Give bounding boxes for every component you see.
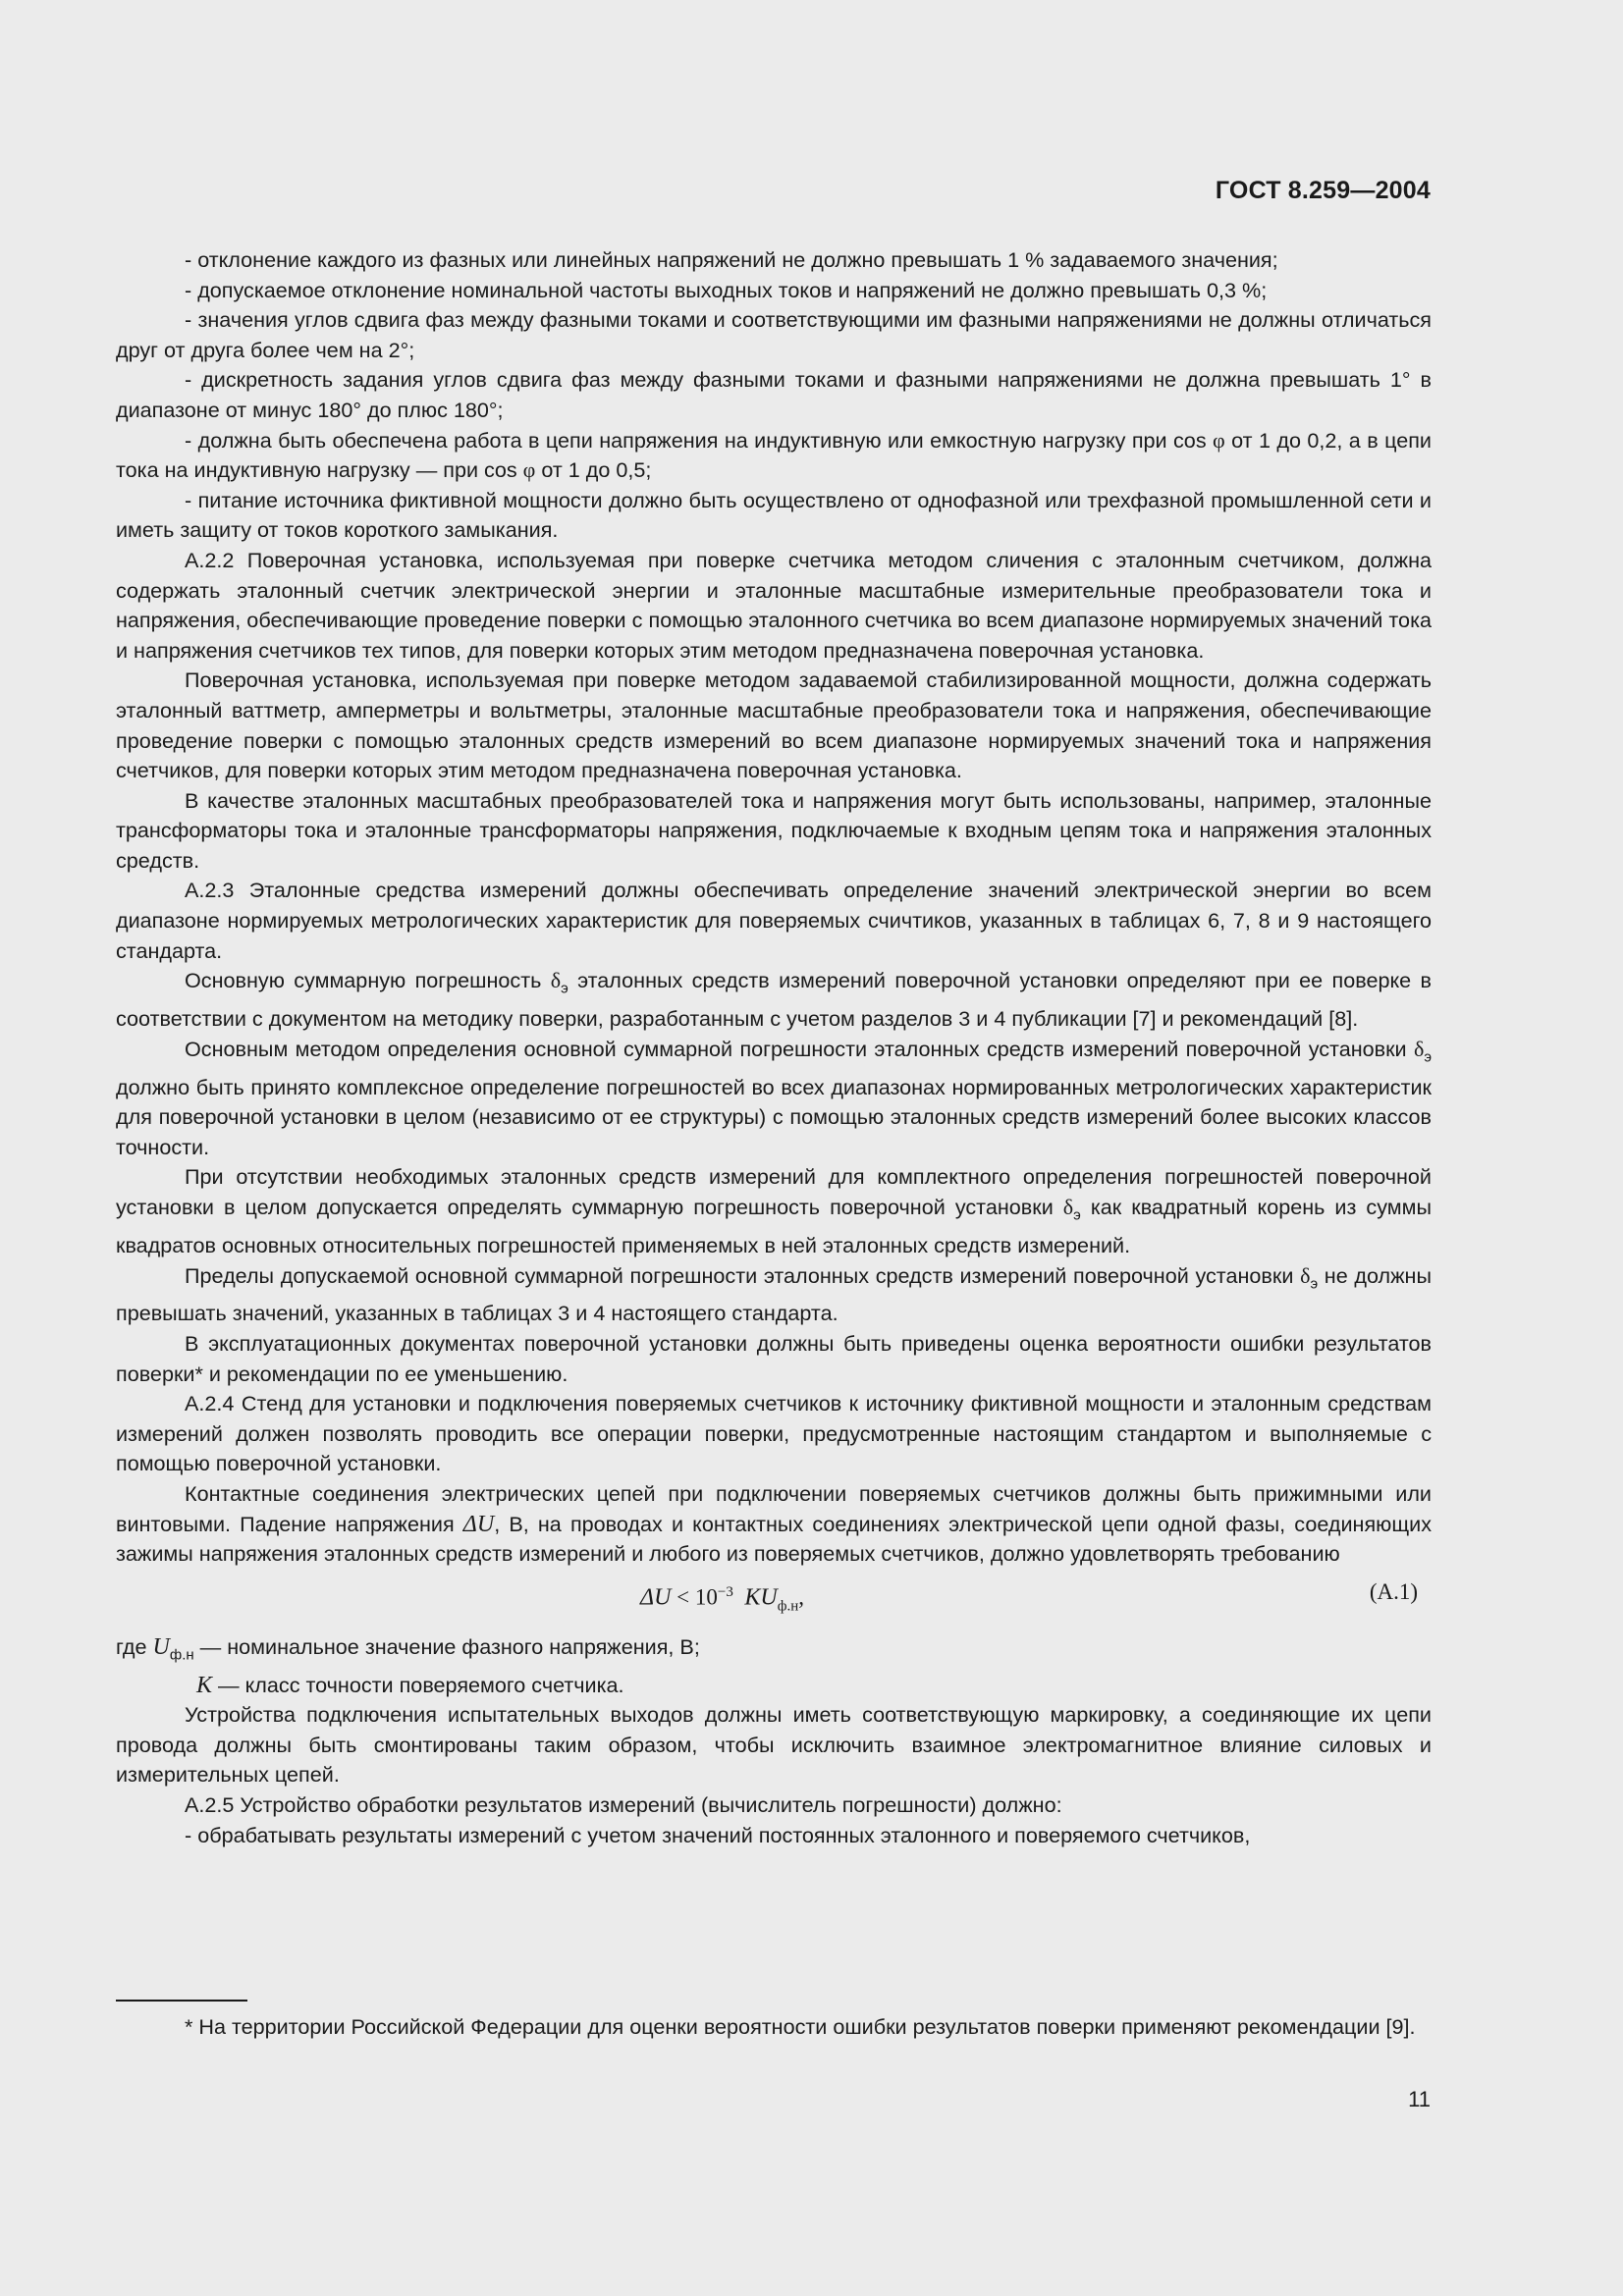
list-item: - питание источника фиктивной мощности должно быть осуществлено от однофазной или трехфазной промышленной сети и иметь защиту от токов короткого замыкания. (116, 487, 1432, 543)
where-u: где $U_{ф.н}$ — номинальное значение фазного напряжения, В; (116, 1633, 700, 1664)
clause-a-2-5: А.2.5 Устройство обработки результатов измерений (вычислитель погрешности) должно: (185, 1792, 1062, 1818)
formula-a1 (116, 1570, 1432, 1632)
paragraph: В качестве эталонных масштабных преобразователей тока и напряжения могут быть использованы, например, эталонные трансформаторы тока и эталонные трансформаторы напряжения, подключаемые к входным цепям тока и напряжения эталонных средств. (116, 787, 1432, 873)
paragraph: В эксплуатационных документах поверочной установки должны быть приведены оценка вероятности ошибки результатов поверки* и рекомендации по ее уменьшению. (116, 1331, 1432, 1386)
footnote (116, 2012, 1432, 2043)
list-item: - отклонение каждого из фазных или линейных напряжений не должно превышать 1 % задаваемого значения; (185, 247, 1278, 272)
list-item: - должна быть обеспечена работа в цепи напряжения на индуктивную или емкостную нагрузку при cos φ от 1 до 0,2, а в цепи тока на индуктивную нагрузку — при cos φ от 1 до 0,5; (116, 427, 1432, 483)
paragraph: Поверочная установка, используемая при поверке методом задаваемой стабилизированной мощности, должна содержать эталонный ваттметр, амперметры и вольтметры, эталонные масштабные преобразователи тока и напряжения, обеспечивающие проведение поверки с помощью эталонных средств измерений во всем диапазоне нормируемых значений тока и напряжения счетчиков, для поверки которых этим методом предназначена поверочная установка. (116, 667, 1432, 783)
list-item: - значения углов сдвига фаз между фазными токами и соответствующими им фазными напряжениями не должны отличаться друг от друга более чем на 2°; (116, 307, 1432, 362)
paragraph: Основную суммарную погрешность $\delta_э$ эталонных средств измерений поверочной установки определяют при ее поверке в соответствии с документом на методику поверки, разработанным с учетом разделов 3 и 4 публикации [7] и рекомендаций [8]. (116, 968, 1432, 1032)
footnote-separator (116, 2000, 247, 2002)
footnote-text: * На территории Российской Федерации для оценки вероятности ошибки результатов поверки применяют рекомендации [9]. (185, 2014, 1416, 2039)
paragraph: Пределы допускаемой основной суммарной погрешности эталонных средств измерений поверочной установки $\delta_э$ не должны превышать значений, указанных в таблицах 3 и 4 настоящего стандарта. (116, 1262, 1432, 1326)
paragraph: Устройства подключения испытательных выходов должны иметь соответствующую маркировку, а соединяющие их цепи провода должны быть смонтированы таким образом, чтобы исключить взаимное электромагнитное влияние силовых и измерительных цепей. (116, 1702, 1432, 1788)
formula-expression: $\Delta U < 10^{-3}$ $KU_{ф.н}$, (640, 1583, 804, 1615)
paragraph: Контактные соединения электрических цепей при подключении поверяемых счетчиков должны быть прижимными или винтовыми. Падение напряжения ΔU, В, на проводах и контактных соединениях электрической цепи одной фазы, соединяющих зажимы напряжения эталонных средств измерений и любого из поверяемых счетчиков, должно удовлетворять требованию (116, 1481, 1432, 1567)
clause-a-2-4: А.2.4 Стенд для установки и подключения поверяемых счетчиков к источнику фиктивной мощности и эталонным средствам измерений должен позволять проводить все операции поверки, предусмотренные настоящим стандартом и выполняемые с помощью поверочной установки. (116, 1391, 1432, 1476)
clause-a-2-3: А.2.3 Эталонные средства измерений должны обеспечивать определение значений электрической энергии во всем диапазоне нормируемых метрологических характеристик для поверяемых счичтиков, указанных в таблицах 6, 7, 8 и 9 настоящего стандарта. (116, 878, 1432, 963)
paragraph: При отсутствии необходимых эталонных средств измерений для комплектного определения погрешностей поверочной установки в целом допускается определять суммарную погрешность поверочной установки $\delta_э$ как квадратный корень из суммы квадратов основных относительных погрешностей применяемых в ней эталонных средств измерений. (116, 1164, 1432, 1257)
list-item: - обрабатывать результаты измерений с учетом значений постоянных эталонного и поверяемого счетчиков, (185, 1822, 1251, 1847)
list-item: - допускаемое отклонение номинальной частоты выходных токов и напряжений не должно превышать 0,3 %; (185, 277, 1268, 302)
page-number: 11 (1408, 2087, 1431, 2111)
formula-number: (А.1) (1369, 1578, 1418, 1604)
where-k: K — класс точности поверяемого счетчика. (196, 1672, 624, 1698)
standard-designation: ГОСТ 8.259—2004 (1215, 177, 1431, 204)
list-item: - дискретность задания углов сдвига фаз между фазными токами и фазными напряжениями не должна превышать 1° в диапазоне от минус 180° до плюс 180°; (116, 367, 1432, 422)
paragraph: Основным методом определения основной суммарной погрешности эталонных средств измерений поверочной установки $\delta_э$ должно быть принято комплексное определение погрешностей во всех диапазонах нормированных метрологических характеристик для поверочной установки в целом (независимо от ее структуры) с помощью эталонных средств измерений более высоких классов точности. (116, 1036, 1432, 1159)
main-text (116, 245, 1432, 1850)
clause-a-2-2: А.2.2 Поверочная установка, используемая при поверке счетчика методом сличения с эталонным счетчиком, должна содержать эталонный счетчик электрической энергии и эталонные масштабные измерительные преобразователи тока и напряжения, обеспечивающие проведение поверки с помощью эталонного счетчика во всем диапазоне нормируемых значений тока и напряжения счетчиков тех типов, для поверки которых этим методом предназначена поверочная установка. (116, 547, 1432, 663)
